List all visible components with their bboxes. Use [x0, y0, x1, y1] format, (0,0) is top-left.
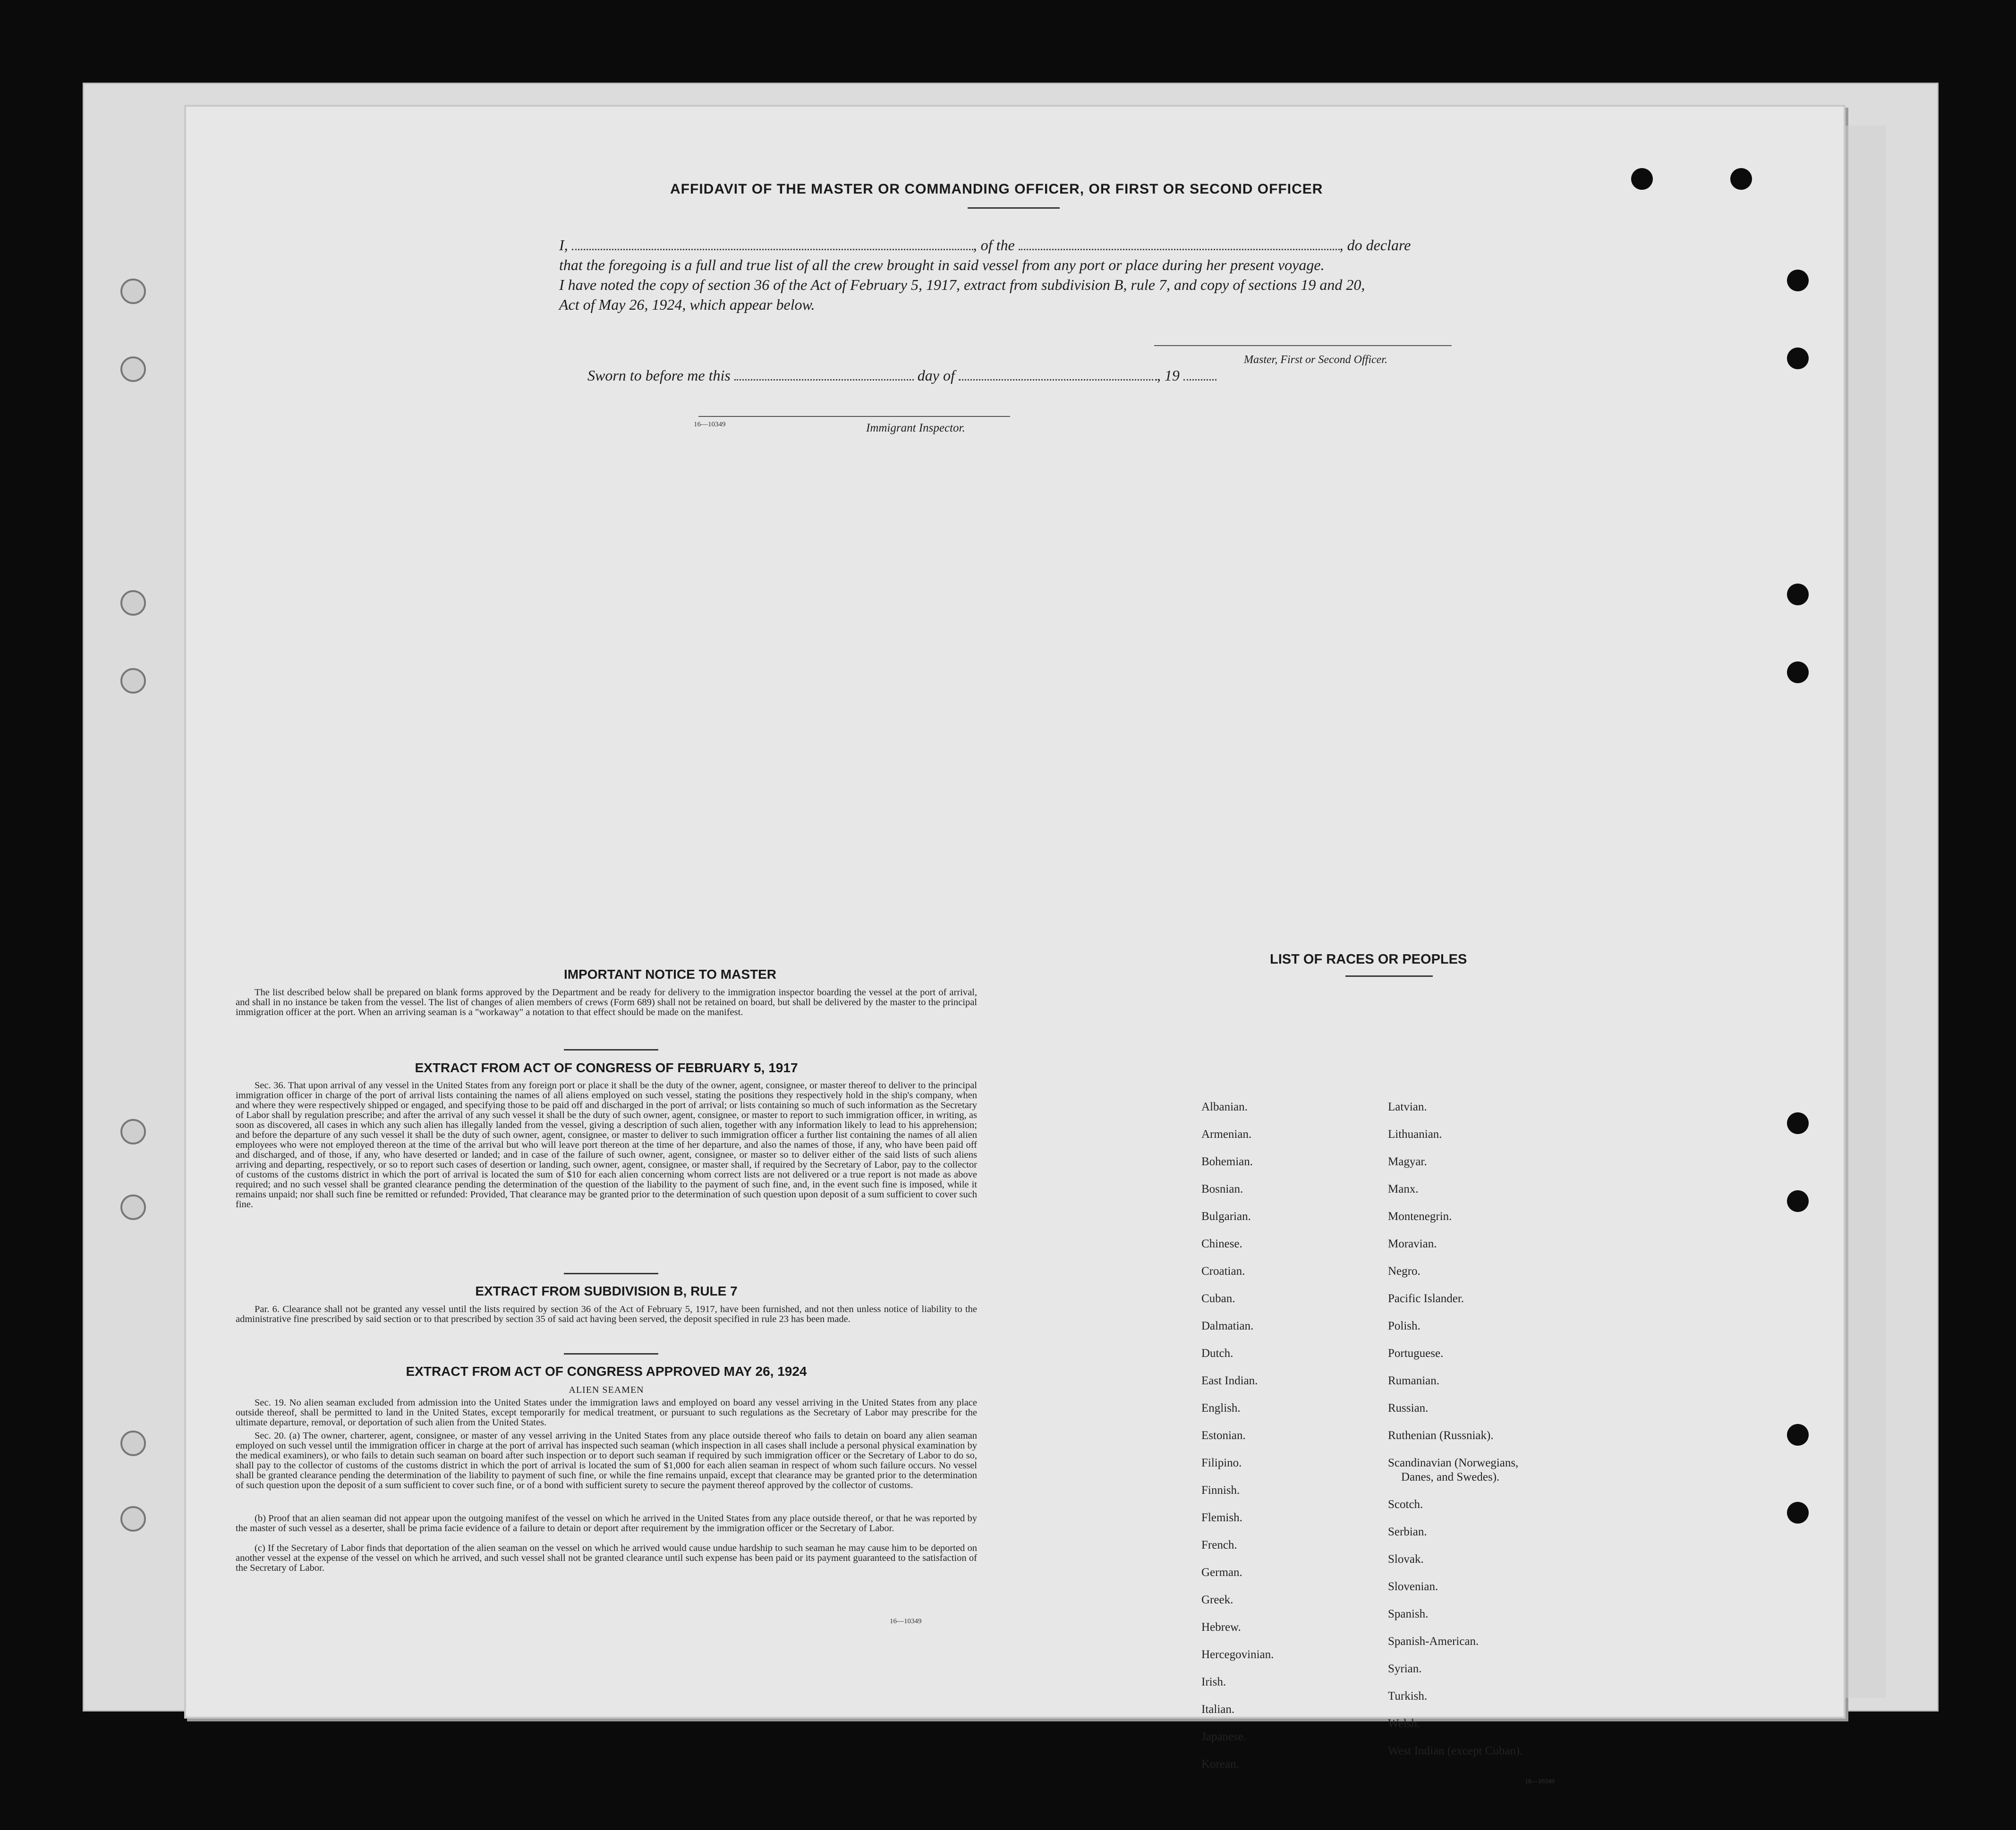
race-item: Scotch.: [1388, 1498, 1423, 1511]
race-item: Bosnian.: [1201, 1183, 1243, 1195]
extract-1917-rule: [564, 1273, 658, 1274]
race-item: Estonian.: [1201, 1429, 1246, 1442]
notice-rule: [564, 1049, 658, 1051]
affidavit-text: [559, 235, 1466, 314]
race-item: Bulgarian.: [1201, 1210, 1251, 1223]
page-edge: [1846, 126, 1886, 1698]
rule7-title: EXTRACT FROM SUBDIVISION B, RULE 7: [475, 1284, 738, 1298]
race-item: Turkish.: [1388, 1690, 1428, 1703]
extract-1924-title: EXTRACT FROM ACT OF CONGRESS APPROVED MAY 26, 1924: [406, 1364, 807, 1379]
race-item: Dutch.: [1201, 1347, 1233, 1360]
punch-hole: [1787, 1502, 1809, 1524]
punch-hole: [1787, 584, 1809, 605]
race-item: Syrian.: [1388, 1662, 1422, 1675]
race-item: East Indian.: [1201, 1374, 1258, 1387]
race-item: Portuguese.: [1388, 1347, 1444, 1360]
race-item: Cuban.: [1201, 1292, 1235, 1305]
races-rule: [1345, 975, 1433, 977]
extract-1917-text: Sec. 36. That upon arrival of any vessel in the United States from any foreign port or place it shall be the duty of the owner, agent, consignee, or master thereof to deliver to the principal immigration officer in charge of the port of arrival lists containing the names of all aliens employed on such vessel, stating the positions they respectively hold in the ship's company, when and where they were respectively shipped or engaged, and specifying those to be paid off and discharged in the port of arrival; or lists containing so much of such information as the Secretary of Labor shall by regulation prescribe; and after the arrival of any such vessel it shall be the duty of such owner, agent, consignee, or master to report to such immigration officer, in writing, as soon as discovered, all cases in which any such alien has illegally landed from the vessel, giving a description of such alien, together with any information likely to lead to his apprehension; and before the departure of any such vessel it shall be the duty of such owner, agent, consignee, or master to deliver to such immigration officer a further list containing the names of all alien employees who were not employed thereon at the time of the arrival but who will leave port thereon at the time of her departure, and also the names of those, if any, who have been paid off and discharged, and of those, if any, who have deserted or landed; and in case of the failure of such owner, agent, consignee, or master so to deliver either of the said lists of such aliens arriving and departing, respectively, or so to report such cases of desertion or landing, such owner, agent, consignee, or master shall, if required by the Secretary of Labor, pay to the collector of customs of the customs district in which the port of arrival is located the sum of $10 for each alien concerning whom correct lists are not delivered or a true report is not made as above required; and no such vessel shall be granted clearance pending the determination of the question of the liability to the payment of such fine, and, in the event such fine is imposed, while it remains unpaid; nor shall such fine be remitted or refunded: Provided, That clearance may be granted prior to the determination of such question upon deposit of a sum sufficient to cover such fine.: [236, 1080, 977, 1210]
race-item: Japanese.: [1201, 1730, 1247, 1743]
race-item: Spanish.: [1388, 1608, 1429, 1620]
race-item: Dalmatian.: [1201, 1320, 1254, 1332]
race-item: Danes, and Swedes).: [1401, 1471, 1500, 1483]
race-item: Russian.: [1388, 1402, 1429, 1415]
race-item: Slovak.: [1388, 1553, 1424, 1566]
race-item: Manx.: [1388, 1183, 1419, 1195]
affidavit-form-number: 16—10349: [694, 421, 726, 428]
punch-hole: [1787, 347, 1809, 369]
affidavit-line-3: I have noted the copy of section 36 of the Act of February 5, 1917, extract from subdivision B, rule 7, and copy of sections 19 and 20,: [559, 276, 1365, 293]
race-item: Rumanian.: [1388, 1374, 1440, 1387]
race-item: Hercegovinian.: [1201, 1648, 1274, 1661]
race-item: Slovenian.: [1388, 1580, 1438, 1593]
race-item: Pacific Islander.: [1388, 1292, 1464, 1305]
punch-hole: [1730, 168, 1752, 190]
race-item: French.: [1201, 1539, 1237, 1551]
affidavit-line-4: Act of May 26, 1924, which appear below.: [559, 296, 815, 313]
year-prefix: , 19: [1157, 367, 1180, 384]
year-blank: [1183, 368, 1216, 381]
races-column-1: [1201, 1101, 1274, 1785]
race-item: Armenian.: [1201, 1128, 1252, 1141]
race-item: English.: [1201, 1402, 1241, 1415]
race-item: Irish.: [1201, 1676, 1226, 1688]
race-item: Bohemian.: [1201, 1155, 1253, 1168]
race-item: Serbian.: [1388, 1525, 1427, 1538]
race-item: Filipino.: [1201, 1457, 1242, 1469]
binder-hole: [120, 356, 146, 382]
rule7-text: Par. 6. Clearance shall not be granted any vessel until the lists required by section 36 of the Act of February 5, 1917, have been furnished, and not then unless notice of liability to the administrative fine prescribed by said section or to that prescribed by section 35 of said act having been served, the deposit specified in rule 23 has been made.: [236, 1304, 977, 1324]
title-rule: [968, 207, 1060, 209]
notice-text: The list described below shall be prepared on blank forms approved by the Department and be ready for delivery to the immigration inspector boarding the vessel at the port of arrival, and shall in no instance be taken from the vessel. The list of changes of alien members of crews (Form 689) shall not be retained on board, but shall be delivered by the master to the principal immigration officer at the port. When an arriving seaman is a "workaway" a notation to that effect should be made on the manifest.: [236, 987, 977, 1017]
races-title: LIST OF RACES OR PEOPLES: [1270, 952, 1467, 967]
race-item: Spanish-American.: [1388, 1635, 1479, 1648]
race-item: Korean.: [1201, 1758, 1239, 1771]
inspector-label: Immigrant Inspector.: [866, 422, 965, 434]
affidavit-i: I,: [559, 237, 568, 254]
race-item: Croatian.: [1201, 1265, 1245, 1278]
race-item: Albanian.: [1201, 1101, 1248, 1113]
extract-1924-sec20a: Sec. 20. (a) The owner, charterer, agent, consignee, or master of any vessel arriving in the United States from any place outside thereof who fails to detain on board any alien seaman employed on such vessel until the immigration officer in charge at the port of arrival has inspected such seaman (which inspection in all cases shall include a personal physical examination by the medical examiners), or who fails to detain such seaman on board after such inspection or to deport such seaman if required by such immigration officer or the Secretary of Labor to do so, shall pay to the collector of customs of the customs district in which the port of arrival is located the sum of $1,000 for each alien seaman in respect of whom such failure occurs. No vessel shall be granted clearance pending the determination of the liability to payment of such fine, or while the fine remains unpaid, except that clearance may be granted prior to the determination of such question upon the deposit of a sum sufficient to cover such fine, or of a bond with sufficient surety to secure the payment thereof approved by the collector of customs.: [236, 1431, 977, 1491]
extract-form-number: 16—10349: [890, 1618, 922, 1625]
affidavit-title: AFFIDAVIT OF THE MASTER OR COMMANDING OFFICER, OR FIRST OR SECOND OFFICER: [670, 181, 1323, 197]
binder-hole: [120, 279, 146, 304]
race-item: Chinese.: [1201, 1237, 1242, 1250]
vessel-blank: [1019, 237, 1340, 250]
affidavit-of-the: , of the: [973, 237, 1015, 254]
race-item: Polish.: [1388, 1320, 1421, 1332]
races-column-2: [1388, 1101, 1523, 1772]
punch-hole: [1631, 168, 1653, 190]
notice-title: IMPORTANT NOTICE TO MASTER: [563, 967, 777, 982]
extract-1924-sec19: Sec. 19. No alien seaman excluded from admission into the United States under the immigration laws and employed on board any vessel arriving in the United States from any place outside thereof, shall be permitted to land in the United States, except temporarily for medical treatment, or pursuant to such regulations as the Secretary of Labor may prescribe for the ultimate departure, removal, or deportation of such alien from the United States.: [236, 1398, 977, 1428]
punch-hole: [1787, 1190, 1809, 1212]
signature-line: [1154, 345, 1452, 346]
race-item: Greek.: [1201, 1593, 1233, 1606]
sworn-line: [587, 365, 1216, 385]
affidavit-declare: , do declare: [1339, 237, 1411, 254]
inspector-signature-line: [698, 416, 1010, 417]
alien-seamen-subtitle: ALIEN SEAMEN: [569, 1385, 644, 1395]
race-item: Hebrew.: [1201, 1621, 1241, 1634]
extract-1924-sec20c: (c) If the Secretary of Labor finds that deportation of the alien seaman on the vessel on which he arrived would cause undue hardship to such seaman he may cause him to be deported on another vessel at the expense of the vessel on which he arrived, and such vessel shall not be granted clearance until such expense has been paid or its payment guaranteed to the satisfaction of the Secretary of Labor.: [236, 1543, 977, 1573]
day-of: day of: [917, 367, 955, 384]
punch-hole: [1787, 1112, 1809, 1134]
name-blank: [572, 237, 973, 250]
race-item: Magyar.: [1388, 1155, 1427, 1168]
binder-hole: [120, 1119, 146, 1144]
race-item: West Indian (except Cuban).: [1388, 1745, 1523, 1757]
extract-1924-sec20b: (b) Proof that an alien seaman did not appear upon the outgoing manifest of the vessel on which he arrived in the United States from any place outside thereof, or that he was reported by the master of such vessel as a deserter, shall be prima facie evidence of a failure to detain or deport after requirement by the immigration officer or the Secretary of Labor.: [236, 1513, 977, 1533]
punch-hole: [1787, 661, 1809, 683]
extract-1917-title: EXTRACT FROM ACT OF CONGRESS OF FEBRUARY 5, 1917: [415, 1060, 798, 1075]
day-blank: [734, 368, 914, 381]
officer-label: Master, First or Second Officer.: [1244, 354, 1387, 366]
affidavit-line-2: that the foregoing is a full and true list of all the crew brought in said vessel from any port or place during her present voyage.: [559, 256, 1325, 273]
binder-hole: [120, 1506, 146, 1532]
race-item: Welsh.: [1388, 1717, 1421, 1730]
rule7-rule: [564, 1353, 658, 1355]
race-item: Ruthenian (Russniak).: [1388, 1429, 1494, 1442]
race-item: Negro.: [1388, 1265, 1421, 1278]
race-item: Lithuanian.: [1388, 1128, 1442, 1141]
race-item: Flemish.: [1201, 1511, 1242, 1524]
binder-hole: [120, 1431, 146, 1456]
race-item: Italian.: [1201, 1703, 1235, 1716]
punch-hole: [1787, 270, 1809, 291]
sworn-prefix: Sworn to before me this: [587, 367, 731, 384]
month-blank: [959, 368, 1157, 381]
binder-hole: [120, 668, 146, 694]
binder-hole: [120, 590, 146, 616]
race-item: Scandinavian (Norwegians,: [1388, 1457, 1519, 1469]
race-item: German.: [1201, 1566, 1242, 1579]
manifest-page: [184, 105, 1846, 1785]
race-item: Finnish.: [1201, 1484, 1240, 1497]
punch-hole: [1787, 1424, 1809, 1446]
race-item: Montenegrin.: [1388, 1210, 1452, 1223]
race-item: Latvian.: [1388, 1101, 1427, 1113]
race-item: Moravian.: [1388, 1237, 1437, 1250]
binder-hole: [120, 1195, 146, 1220]
races-form-number: 16—10349: [1525, 1778, 1555, 1785]
